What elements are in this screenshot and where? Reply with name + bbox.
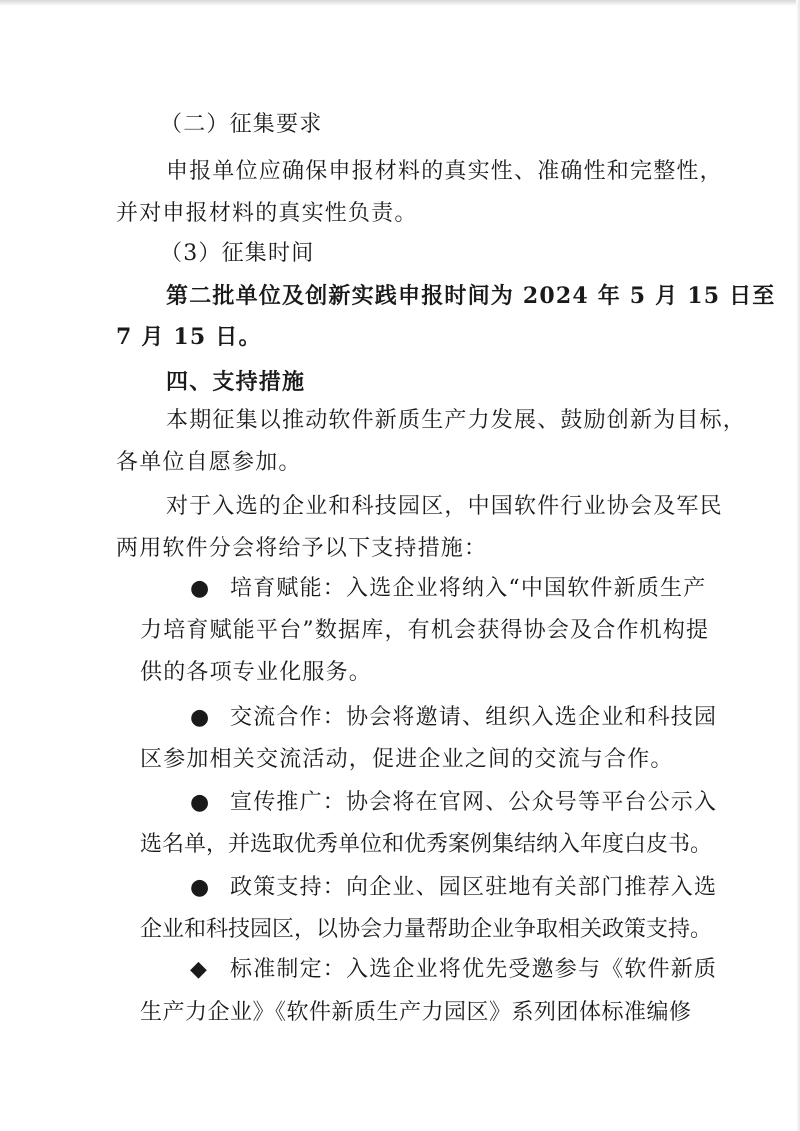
paragraph-line: 对于入选的企业和科技园区，中国软件行业协会及军民: [166, 494, 723, 519]
bullet-item-policy: [190, 875, 717, 901]
bullet-item-promotion: [190, 790, 717, 816]
paragraph-line: 并对申报材料的真实性负责。: [116, 201, 418, 226]
section-heading-support: 四、支持措施: [166, 369, 306, 395]
bullet-text: 培育赋能：入选企业将纳入“中国软件新质生产: [230, 576, 707, 601]
paragraph-line: 区参加相关交流活动，促进企业之间的交流与合作。: [140, 747, 674, 772]
paragraph-line: 各单位自愿参加。: [116, 450, 302, 475]
round-bullet-icon: ●: [190, 790, 211, 815]
bullet-item-standards: [190, 957, 717, 983]
paragraph-line: 生产力企业》《软件新质生产力园区》系列团体标准编修: [140, 1000, 692, 1025]
bullet-item-exchange: [190, 705, 717, 731]
round-bullet-icon: ●: [190, 576, 211, 601]
bullet-text: 政策支持：向企业、园区驻地有关部门推荐入选: [230, 875, 718, 900]
paragraph-line: 申报单位应确保申报材料的真实性、准确性和完整性，: [166, 159, 723, 184]
bullet-item-training: [190, 576, 706, 602]
bullet-text: 标准制定：入选企业将优先受邀参与《软件新质: [230, 957, 718, 982]
bullet-text: 交流合作：协会将邀请、组织入选企业和科技园: [230, 705, 718, 730]
section-heading-time: （3）征集时间: [160, 241, 315, 266]
paragraph-line: 两用软件分会将给予以下支持措施：: [116, 536, 488, 561]
paragraph-line-bold: 第二批单位及创新实践申报时间为 2024 年 5 月 15 日至: [166, 283, 776, 309]
paragraph-line: 本期征集以推动软件新质生产力发展、鼓励创新为目标，: [166, 408, 747, 433]
scan-edge-top: [0, 0, 800, 6]
diamond-bullet-icon: ◆: [190, 957, 209, 982]
scan-edge-right: [796, 0, 800, 1131]
paragraph-line: 选名单，并选取优秀单位和优秀案例集结纳入年度白皮书。: [140, 832, 713, 857]
round-bullet-icon: ●: [190, 875, 211, 900]
round-bullet-icon: ●: [190, 705, 211, 730]
paragraph-line-bold: 7 月 15 日。: [116, 324, 262, 350]
paragraph-line: 供的各项专业化服务。: [140, 660, 373, 685]
paragraph-line: 企业和科技园区，以协会力量帮助企业争取相关政策支持。: [140, 917, 713, 942]
bullet-text: 宣传推广：协会将在官网、公众号等平台公示入: [230, 790, 718, 815]
section-heading-requirements: （二）征集要求: [160, 112, 323, 137]
paragraph-line: 力培育赋能平台”数据库，有机会获得协会及合作机构提: [140, 618, 710, 643]
